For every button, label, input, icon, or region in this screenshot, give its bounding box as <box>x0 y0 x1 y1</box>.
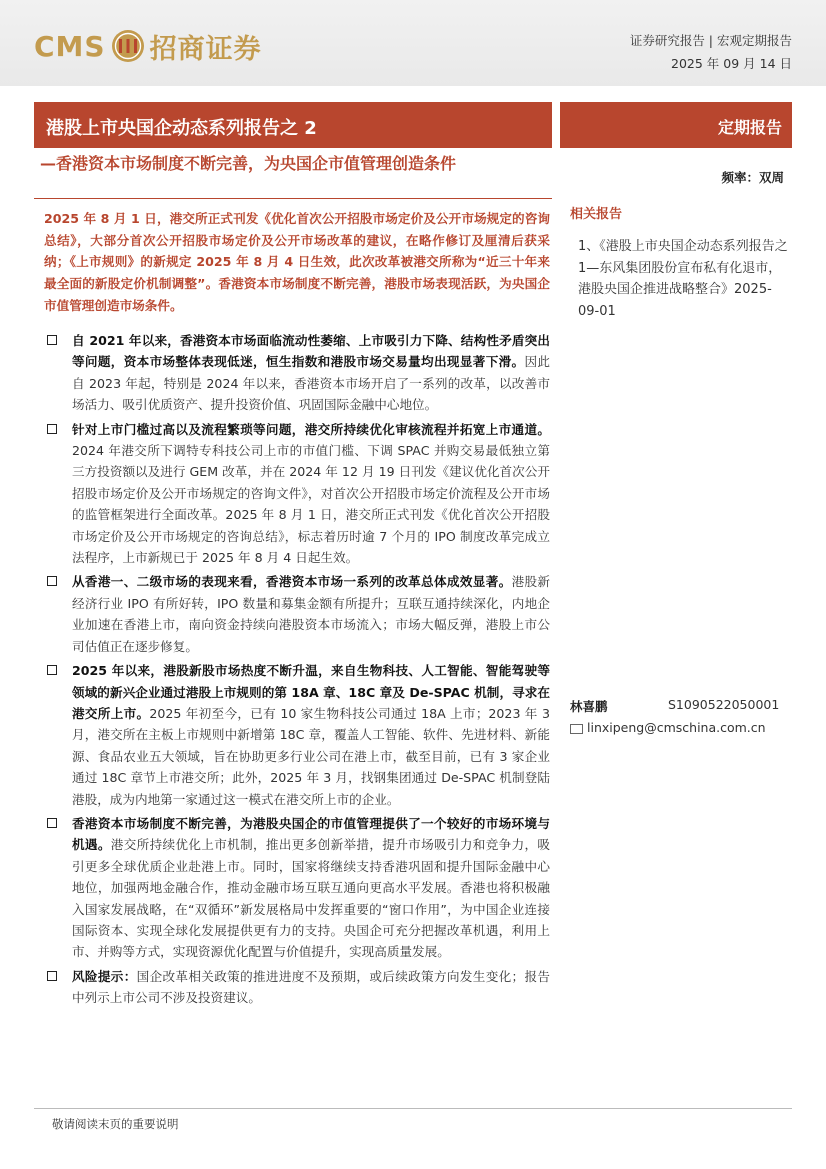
risk-text: 国企改革相关政策的推进进度不及预期，或后续政策方向发生变化；报告中列示上市公司不涉及投资建议。 <box>72 968 551 1006</box>
analyst-email[interactable]: linxipeng@cmschina.com.cn <box>587 720 766 735</box>
bullet-list <box>44 330 550 1012</box>
bullet-lead: 香港资本市场制度不断完善，为港股央国企的市值管理提供了一个较好的市场环境与机遇。 <box>72 815 550 853</box>
bullet-text: 2024 年港交所下调特专科技公司上市的市值门槛、下调 SPAC 并购交易最低独立第三方投资额以及进行 GEM 改革，并在 2024 年 12 月 19 日刊发《建议优化首次公开招股市场定价及公开市场规定的咨询文件》，对首次公开招股市场定价流程及公开市场的监管框架进行全面改革。2025 年 8 月 1 日，港交所正式刊发《优化首次公开招股市场定价及公开市场规定的咨询总结》，标志着历时逾 7 个月的 IPO 制度改革完成立法程序，上市新规已于 2025 年 8 月 4 日起生效。 <box>72 443 550 566</box>
checkbox-bullet-icon <box>47 971 57 981</box>
company-logo <box>34 24 262 68</box>
list-item <box>44 571 550 657</box>
list-item <box>44 419 550 569</box>
list-item <box>44 330 550 416</box>
logo-cn-text: 招商证券 <box>149 33 262 65</box>
list-item <box>44 660 550 810</box>
frequency: 频率：双周 <box>721 170 784 185</box>
bullet-lead: 2025 年以来，港股新股市场热度不断升温，来自生物科技、人工智能、智能驾驶等领域的新兴企业通过港股上市规则的第 18A 章、18C 章及 De-SPAC 机制，寻求在港交所上市。 <box>72 663 550 721</box>
bullet-lead: 针对上市门槛过高以及流程繁琐等问题，港交所持续优化审核流程并拓宽上市通道。 <box>72 421 550 437</box>
sidebar-tag: 定期报告 <box>717 118 782 137</box>
bullet-text: 2025 年初至今，已有 10 家生物科技公司通过 18A 上市；2023 年 3 月，港交所在主板上市规则中新增第 18C 章，覆盖人工智能、软件、先进材料、新能源、食品农业五大领域，旨在协助更多行业公司在港上市，截至目前，已有 3 家企业通过 18C 章节上市港交所；此外，2025 年 3 月，找钢集团通过 De-SPAC 机制登陆港股，成为内地第一家通过这一模式在港交所上市的企业。 <box>72 705 550 807</box>
logo-cms-text: CMS <box>34 29 106 63</box>
sidebar-tag-bar <box>560 102 792 148</box>
bullet-text: 港交所持续优化上市机制，推出更多创新举措，提升市场吸引力和竞争力，吸引更多全球优质企业赴港上市。同时，国家将继续支持香港巩固和提升国际金融中心地位，加强两地金融合作，推动金融市场互联互通向更高水平发展。香港也将积极融入国家发展战略，在“双循环”新发展格局中发挥重要的“窗口作用”，为中国企业连接国际资本、实现全球化发展提供更有力的支持。央国企可充分把握改革机遇，利用上市、并购等方式，实现资源优化配置与价值提升，实现高质量发展。 <box>72 837 551 960</box>
list-item <box>44 813 550 963</box>
analyst-id: S1090522050001 <box>668 697 780 712</box>
report-type: 证券研究报告 | 宏观定期报告 <box>629 33 792 48</box>
abstract: 2025 年 8 月 1 日，港交所正式刊发《优化首次公开招股市场定价及公开市场规定的咨询总结》，大部分首次公开招股市场定价及公开市场改革的建议，在略作修订及厘清后获采纳；《上市规则》的新规定 2025 年 8 月 4 日生效，此次改革被港交所称为“近三十年来最全面的新股定价机制调整”。香港资本市场制度不断完善，港股市场表现活跃，为央国企市值管理创造市场条件。 <box>44 211 550 313</box>
bullet-text: 因此自 2023 年起，特别是 2024 年以来，香港资本市场开启了一系列的改革，以改善市场活力、吸引优质资产、提升投资价值、巩固国际金融中心地位。 <box>72 354 551 413</box>
report-title: 港股上市央国企动态系列报告之 2 <box>46 118 317 139</box>
analyst-email-row <box>570 720 766 735</box>
mail-icon <box>570 724 583 734</box>
related-report-link[interactable]: 1、《港股上市央国企动态系列报告之 1—东风集团股份宣布私有化退市，港股央国企推进战略整合》2025-09-01 <box>578 239 788 319</box>
checkbox-bullet-icon <box>47 818 57 828</box>
title-bar <box>34 102 552 148</box>
checkbox-bullet-icon <box>47 576 57 586</box>
checkbox-bullet-icon <box>47 335 57 345</box>
checkbox-bullet-icon <box>47 424 57 434</box>
bullet-lead: 从香港一、二级市场的表现来看，香港资本市场一系列的改革总体成效显著。 <box>72 574 512 590</box>
analyst-name: 林喜鹏 <box>570 699 608 714</box>
divider <box>34 198 552 199</box>
related-reports-heading: 相关报告 <box>570 207 623 222</box>
report-date: 2025 年 09 月 14 日 <box>671 56 792 71</box>
risk-label: 风险提示： <box>72 968 137 984</box>
footer-note: 敬请阅读末页的重要说明 <box>52 1117 179 1131</box>
report-subtitle: —香港资本市场制度不断完善，为央国企市值管理创造条件 <box>40 154 457 173</box>
bullet-text: 港股新经济行业 IPO 有所好转，IPO 数量和募集金额有所提升；互联互通持续深化，内地企业加速在香港上市，南向资金持续向港股资本市场流入；市场大幅反弹，港股上市公司估值正在逐步修复。 <box>72 574 551 654</box>
bullet-lead: 自 2021 年以来，香港资本市场面临流动性萎缩、上市吸引力下降、结构性矛盾突出等问题，资本市场整体表现低迷，恒生指数和港股市场交易量均出现显著下滑。 <box>72 333 550 370</box>
analyst-info <box>570 697 780 715</box>
list-item <box>44 966 550 1009</box>
logo-emblem-icon <box>110 28 146 64</box>
checkbox-bullet-icon <box>47 665 57 675</box>
footer-divider <box>34 1108 792 1109</box>
